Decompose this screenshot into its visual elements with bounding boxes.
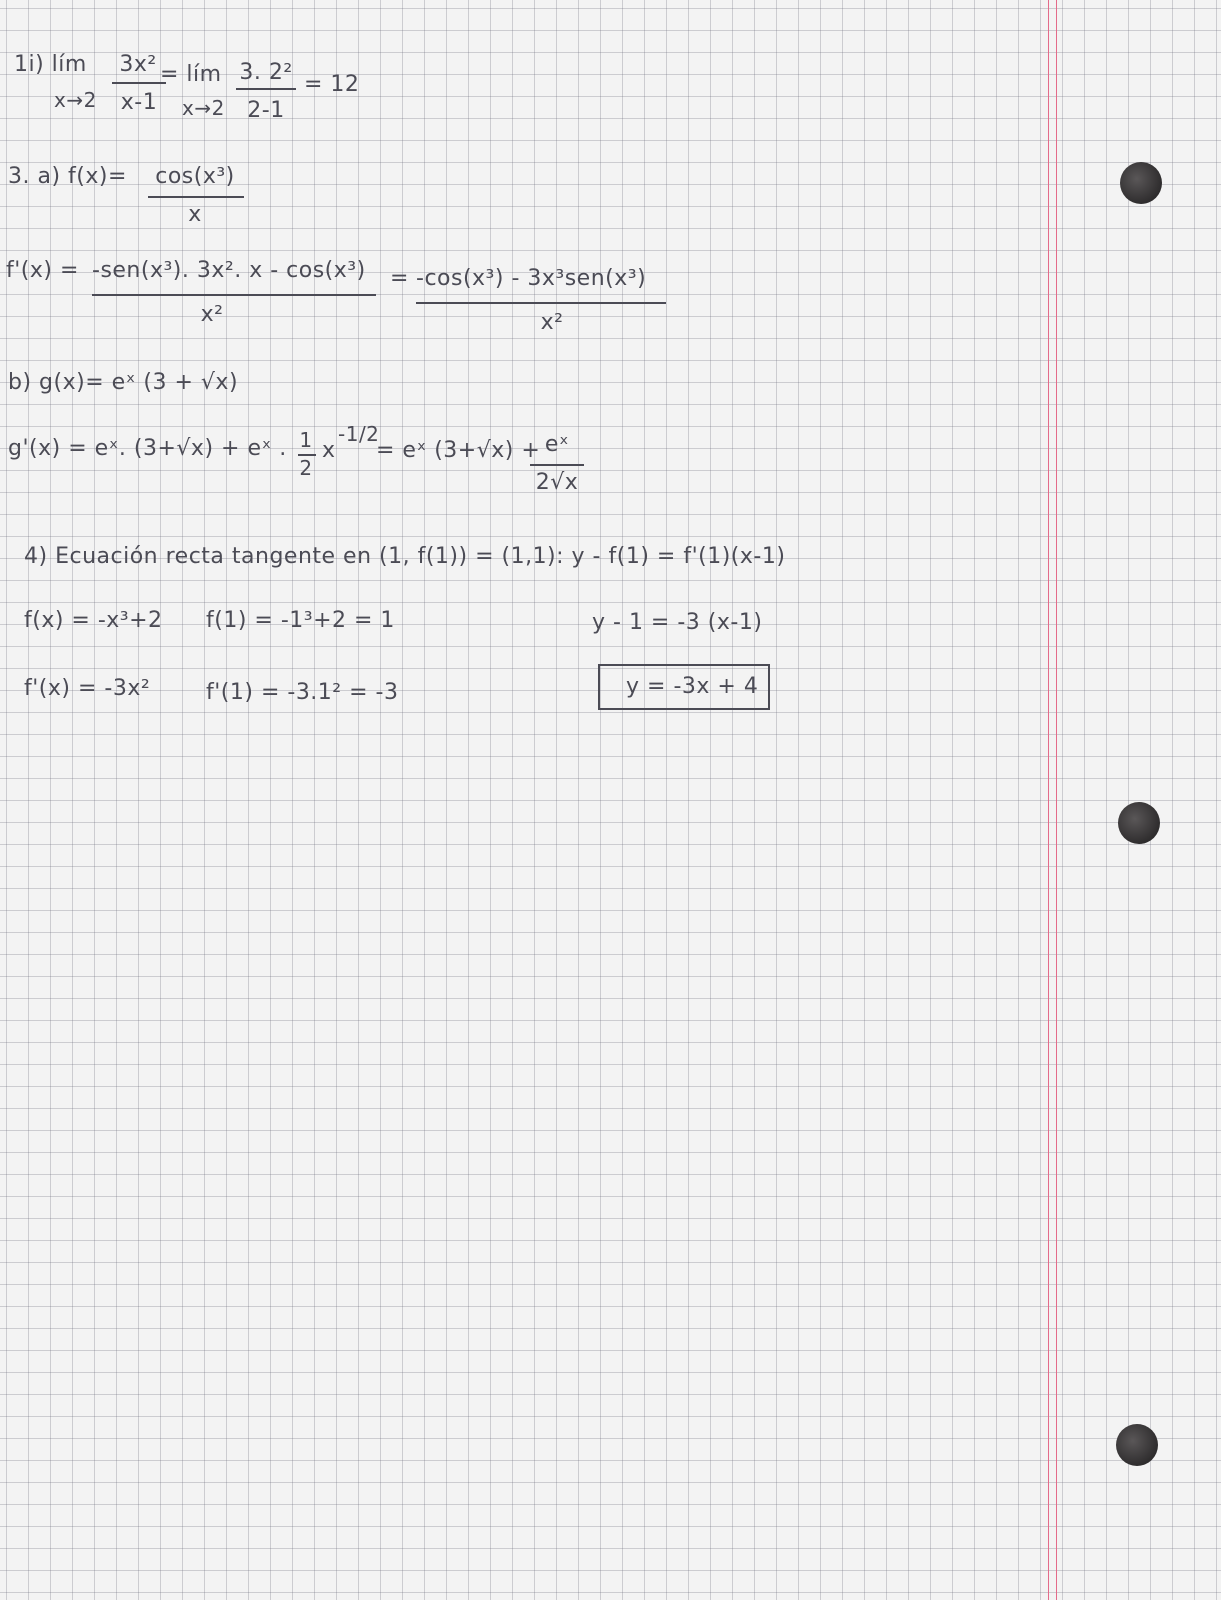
limit-result: = 12 (304, 72, 360, 97)
4-heading: 4) Ecuación recta tangente en (1, f(1)) = (1,1): y - f(1) = f'(1)(x-1) (24, 544, 786, 569)
limit-frac1-bar (112, 82, 166, 84)
3b-half-denominator: 2 (299, 456, 313, 480)
4-fprime-evaluation: f'(1) = -3.1² = -3 (206, 680, 399, 705)
3b-result-numerator: eˣ (544, 432, 570, 457)
limit-frac2-numerator: 3. 2² (239, 60, 293, 85)
limit-frac1-numerator: 3x² (119, 52, 157, 77)
4-line-equation: y - 1 = -3 (x-1) (592, 610, 763, 635)
punch-hole-bottom (1116, 1424, 1158, 1466)
3a-derivative-equals: = (390, 266, 409, 291)
limit2-subscript: x→2 (182, 96, 225, 120)
3b-label: b) g(x)= eˣ (3 + √x) (8, 370, 239, 395)
3b-result-denominator: 2√x (535, 470, 579, 495)
4-answer: y = -3x + 4 (626, 674, 759, 699)
punch-hole-top (1120, 162, 1162, 204)
margin-line-right (1056, 0, 1057, 1600)
limit-label: 1i) lím (14, 52, 87, 77)
4-f-evaluation: f(1) = -1³+2 = 1 (206, 608, 395, 633)
3b-power-term: x (322, 438, 336, 463)
3b-derivative-start: g'(x) = eˣ. (3+√x) + eˣ . (8, 436, 287, 461)
3b-half-numerator: 1 (299, 428, 313, 452)
4-f-definition: f(x) = -x³+2 (24, 608, 163, 633)
3a-result-numerator: -cos(x³) - 3x³sen(x³) (416, 266, 647, 291)
4-fprime-definition: f'(x) = -3x² (24, 676, 151, 701)
3a-frac-bar (148, 196, 244, 198)
3b-power-exponent: -1/2 (338, 422, 380, 446)
3a-result-denominator: x² (540, 310, 564, 335)
3a-result-bar (416, 302, 666, 304)
3a-derivative-label: f'(x) = (6, 258, 79, 283)
3b-derivative-middle: = eˣ (3+√x) + (376, 438, 541, 463)
3a-frac-numerator: cos(x³) (155, 164, 235, 189)
3b-result-bar (530, 464, 584, 466)
limit-frac2-bar (236, 88, 296, 90)
3a-label: 3. a) f(x)= (8, 164, 127, 189)
punch-hole-middle (1118, 802, 1160, 844)
3a-frac-denominator: x (188, 202, 202, 227)
3a-derivative-denominator: x² (200, 302, 224, 327)
limit1-subscript: x→2 (54, 88, 97, 112)
3a-derivative-bar (92, 294, 376, 296)
3a-derivative-numerator: -sen(x³). 3x². x - cos(x³) (92, 258, 366, 283)
margin-line-left (1048, 0, 1049, 1600)
limit-frac2-denominator: 2-1 (247, 98, 285, 123)
limit-equals-lim: = lím (160, 62, 222, 87)
limit-frac1-denominator: x-1 (120, 90, 158, 115)
